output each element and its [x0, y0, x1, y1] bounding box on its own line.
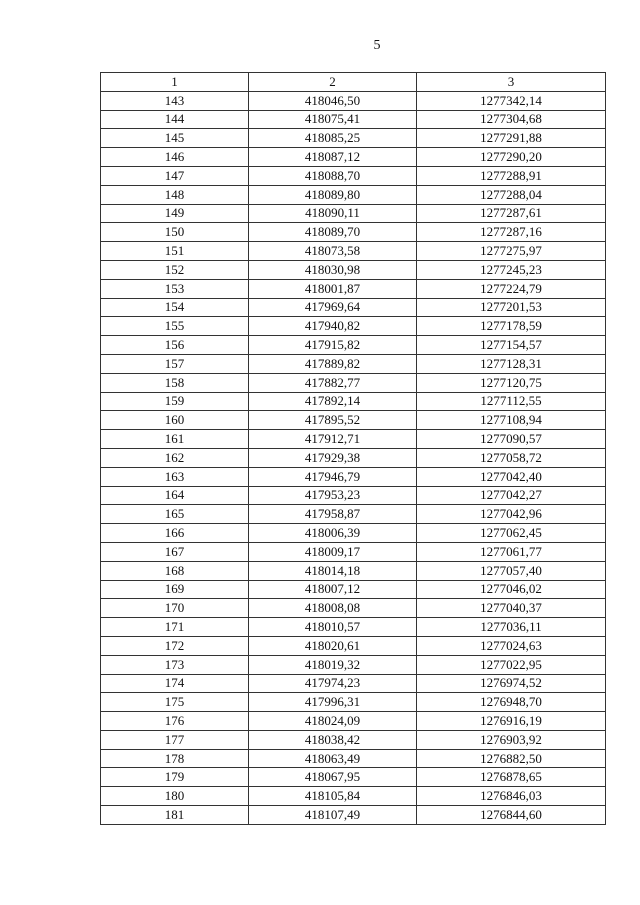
x-coordinate-cell: 418087,12	[249, 148, 417, 167]
table-row	[101, 599, 606, 618]
table-row	[101, 524, 606, 543]
x-coordinate-cell: 418089,80	[249, 185, 417, 204]
table-row	[101, 204, 606, 223]
point-number-cell: 180	[101, 787, 249, 806]
y-coordinate-cell: 1277342,14	[417, 91, 606, 110]
table-row	[101, 260, 606, 279]
table-row	[101, 655, 606, 674]
y-coordinate-cell: 1277290,20	[417, 148, 606, 167]
x-coordinate-cell: 418019,32	[249, 655, 417, 674]
point-number-cell: 143	[101, 91, 249, 110]
y-coordinate-cell: 1276844,60	[417, 806, 606, 825]
column-header-3: 3	[417, 73, 606, 92]
table-row	[101, 561, 606, 580]
y-coordinate-cell: 1277128,31	[417, 354, 606, 373]
point-number-cell: 172	[101, 636, 249, 655]
table-row	[101, 166, 606, 185]
x-coordinate-cell: 418073,58	[249, 242, 417, 261]
x-coordinate-cell: 418001,87	[249, 279, 417, 298]
table-row	[101, 636, 606, 655]
point-number-cell: 181	[101, 806, 249, 825]
x-coordinate-cell: 417929,38	[249, 448, 417, 467]
table-row	[101, 91, 606, 110]
x-coordinate-cell: 417953,23	[249, 486, 417, 505]
table-row	[101, 223, 606, 242]
x-coordinate-cell: 417996,31	[249, 693, 417, 712]
x-coordinate-cell: 418030,98	[249, 260, 417, 279]
x-coordinate-cell: 418089,70	[249, 223, 417, 242]
table-row	[101, 768, 606, 787]
point-number-cell: 171	[101, 618, 249, 637]
table-row	[101, 542, 606, 561]
point-number-cell: 152	[101, 260, 249, 279]
point-number-cell: 177	[101, 730, 249, 749]
y-coordinate-cell: 1276903,92	[417, 730, 606, 749]
y-coordinate-cell: 1277040,37	[417, 599, 606, 618]
x-coordinate-cell: 418009,17	[249, 542, 417, 561]
table-row	[101, 486, 606, 505]
y-coordinate-cell: 1276846,03	[417, 787, 606, 806]
point-number-cell: 174	[101, 674, 249, 693]
table-header-row	[101, 73, 606, 92]
x-coordinate-cell: 418088,70	[249, 166, 417, 185]
point-number-cell: 167	[101, 542, 249, 561]
y-coordinate-cell: 1277304,68	[417, 110, 606, 129]
column-header-2: 2	[249, 73, 417, 92]
x-coordinate-cell: 418024,09	[249, 712, 417, 731]
x-coordinate-cell: 417974,23	[249, 674, 417, 693]
point-number-cell: 170	[101, 599, 249, 618]
point-number-cell: 154	[101, 298, 249, 317]
y-coordinate-cell: 1277042,40	[417, 467, 606, 486]
page-number: 5	[373, 38, 381, 53]
table-row	[101, 693, 606, 712]
point-number-cell: 173	[101, 655, 249, 674]
point-number-cell: 176	[101, 712, 249, 731]
table-row	[101, 674, 606, 693]
point-number-cell: 169	[101, 580, 249, 599]
point-number-cell: 175	[101, 693, 249, 712]
point-number-cell: 149	[101, 204, 249, 223]
x-coordinate-cell: 418038,42	[249, 730, 417, 749]
y-coordinate-cell: 1277090,57	[417, 430, 606, 449]
point-number-cell: 161	[101, 430, 249, 449]
x-coordinate-cell: 417889,82	[249, 354, 417, 373]
table-row	[101, 298, 606, 317]
x-coordinate-cell: 417882,77	[249, 373, 417, 392]
table-row	[101, 448, 606, 467]
table-body	[101, 91, 606, 824]
point-number-cell: 168	[101, 561, 249, 580]
y-coordinate-cell: 1277288,91	[417, 166, 606, 185]
table-row	[101, 806, 606, 825]
x-coordinate-cell: 418008,08	[249, 599, 417, 618]
table-row	[101, 129, 606, 148]
y-coordinate-cell: 1277154,57	[417, 336, 606, 355]
point-number-cell: 153	[101, 279, 249, 298]
x-coordinate-cell: 418020,61	[249, 636, 417, 655]
x-coordinate-cell: 417892,14	[249, 392, 417, 411]
table-row	[101, 242, 606, 261]
table-row	[101, 185, 606, 204]
x-coordinate-cell: 417915,82	[249, 336, 417, 355]
y-coordinate-cell: 1277042,27	[417, 486, 606, 505]
y-coordinate-cell: 1276916,19	[417, 712, 606, 731]
point-number-cell: 162	[101, 448, 249, 467]
table-row	[101, 430, 606, 449]
y-coordinate-cell: 1277042,96	[417, 505, 606, 524]
point-number-cell: 179	[101, 768, 249, 787]
y-coordinate-cell: 1277120,75	[417, 373, 606, 392]
point-number-cell: 159	[101, 392, 249, 411]
y-coordinate-cell: 1277057,40	[417, 561, 606, 580]
table-row	[101, 354, 606, 373]
x-coordinate-cell: 417940,82	[249, 317, 417, 336]
x-coordinate-cell: 417912,71	[249, 430, 417, 449]
y-coordinate-cell: 1277291,88	[417, 129, 606, 148]
point-number-cell: 156	[101, 336, 249, 355]
y-coordinate-cell: 1276948,70	[417, 693, 606, 712]
point-number-cell: 158	[101, 373, 249, 392]
y-coordinate-cell: 1277062,45	[417, 524, 606, 543]
table-row	[101, 411, 606, 430]
y-coordinate-cell: 1277287,61	[417, 204, 606, 223]
point-number-cell: 157	[101, 354, 249, 373]
table-row	[101, 373, 606, 392]
point-number-cell: 145	[101, 129, 249, 148]
x-coordinate-cell: 417946,79	[249, 467, 417, 486]
table-row	[101, 505, 606, 524]
y-coordinate-cell: 1277022,95	[417, 655, 606, 674]
point-number-cell: 151	[101, 242, 249, 261]
x-coordinate-cell: 417969,64	[249, 298, 417, 317]
y-coordinate-cell: 1277224,79	[417, 279, 606, 298]
point-number-cell: 150	[101, 223, 249, 242]
y-coordinate-cell: 1277275,97	[417, 242, 606, 261]
y-coordinate-cell: 1277112,55	[417, 392, 606, 411]
x-coordinate-cell: 418014,18	[249, 561, 417, 580]
y-coordinate-cell: 1276878,65	[417, 768, 606, 787]
x-coordinate-cell: 418010,57	[249, 618, 417, 637]
table-row	[101, 580, 606, 599]
column-header-1: 1	[101, 73, 249, 92]
table-row	[101, 787, 606, 806]
point-number-cell: 165	[101, 505, 249, 524]
table-row	[101, 279, 606, 298]
point-number-cell: 146	[101, 148, 249, 167]
point-number-cell: 147	[101, 166, 249, 185]
y-coordinate-cell: 1277058,72	[417, 448, 606, 467]
table-row	[101, 336, 606, 355]
x-coordinate-cell: 418085,25	[249, 129, 417, 148]
y-coordinate-cell: 1277046,02	[417, 580, 606, 599]
y-coordinate-cell: 1277108,94	[417, 411, 606, 430]
y-coordinate-cell: 1277287,16	[417, 223, 606, 242]
point-number-cell: 155	[101, 317, 249, 336]
y-coordinate-cell: 1277201,53	[417, 298, 606, 317]
x-coordinate-cell: 418107,49	[249, 806, 417, 825]
x-coordinate-cell: 418090,11	[249, 204, 417, 223]
y-coordinate-cell: 1277288,04	[417, 185, 606, 204]
x-coordinate-cell: 418063,49	[249, 749, 417, 768]
point-number-cell: 148	[101, 185, 249, 204]
x-coordinate-cell: 417958,87	[249, 505, 417, 524]
table-row	[101, 148, 606, 167]
table-row	[101, 317, 606, 336]
x-coordinate-cell: 418105,84	[249, 787, 417, 806]
x-coordinate-cell: 418067,95	[249, 768, 417, 787]
x-coordinate-cell: 418075,41	[249, 110, 417, 129]
point-number-cell: 164	[101, 486, 249, 505]
y-coordinate-cell: 1277036,11	[417, 618, 606, 637]
table-row	[101, 749, 606, 768]
table-row	[101, 712, 606, 731]
y-coordinate-cell: 1276882,50	[417, 749, 606, 768]
point-number-cell: 166	[101, 524, 249, 543]
coordinates-table	[100, 72, 606, 825]
point-number-cell: 144	[101, 110, 249, 129]
table-row	[101, 467, 606, 486]
x-coordinate-cell: 418006,39	[249, 524, 417, 543]
y-coordinate-cell: 1277178,59	[417, 317, 606, 336]
x-coordinate-cell: 417895,52	[249, 411, 417, 430]
table-row	[101, 618, 606, 637]
table-row	[101, 392, 606, 411]
x-coordinate-cell: 418007,12	[249, 580, 417, 599]
y-coordinate-cell: 1276974,52	[417, 674, 606, 693]
x-coordinate-cell: 418046,50	[249, 91, 417, 110]
table-row	[101, 110, 606, 129]
table-row	[101, 730, 606, 749]
point-number-cell: 160	[101, 411, 249, 430]
y-coordinate-cell: 1277024,63	[417, 636, 606, 655]
point-number-cell: 163	[101, 467, 249, 486]
y-coordinate-cell: 1277061,77	[417, 542, 606, 561]
point-number-cell: 178	[101, 749, 249, 768]
y-coordinate-cell: 1277245,23	[417, 260, 606, 279]
